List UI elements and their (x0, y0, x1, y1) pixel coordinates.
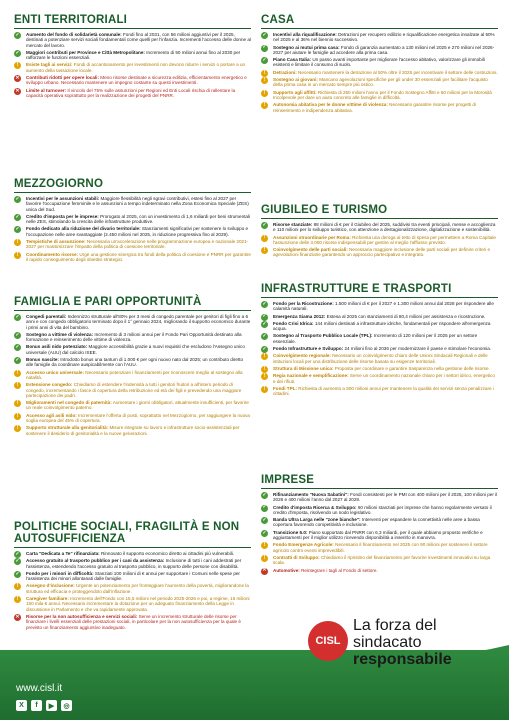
item-text: Il vincolo del 75% sulle assunzioni per Regioni ed Enti Locali rischia di rallentare la capacità operativa soprattutto per la realizzazione dei progetti del PNRR. (26, 87, 236, 98)
item-title: Fondo Emergenze Agricole: (273, 542, 334, 548)
item-title: Fondo Infrastrutture e Sviluppo: (273, 346, 344, 352)
check-icon: ✓ (262, 504, 267, 511)
list-item (14, 50, 251, 61)
exclamation-icon: ! (261, 366, 268, 373)
item-text: Chiediamo di estendere l'indennità a tutti i genitori fruitori a all'intero periodo di congedo, incrementando i fasce di copertura della retribuzione ed età dei figli e prevedendo una maggiore partecipazione dei padri. (26, 382, 242, 398)
list-item (261, 32, 498, 43)
item-list (14, 551, 251, 630)
list-item (261, 542, 498, 553)
exclamation-icon: ! (14, 62, 21, 69)
exclamation-icon: ! (261, 247, 268, 254)
cross-icon: ✕ (15, 613, 20, 620)
check-icon: ✓ (15, 31, 20, 38)
section-imprese (261, 474, 498, 575)
website-link[interactable]: www.cisl.it (16, 683, 63, 694)
list-item (14, 239, 251, 250)
list-item (14, 332, 251, 343)
item-title: Automotive: (273, 567, 300, 573)
item-list (14, 314, 251, 436)
item-title: Sostegno al Trasporto Pubblico Locale (TPL): (273, 333, 373, 339)
item-title: Coinvolgimento delle parti sociali: (273, 247, 348, 253)
item-text: 88 milioni di € per il Giubileo del 2025, suddivisi tra eventi principali, mense e accoglienza e 110 milioni per lo sviluppo turistico, con attenzione a destagionalizzazione, digitalizzazione e sostenibilità. (273, 222, 496, 233)
item-text: Incremento di 50 milioni annui fino al 2030 per rafforzare le funzioni essenziali. (26, 49, 241, 61)
item-text: Detrazioni per recupero edilizio e riqualificazione energetica innalzate al 50% nel 2025 e al 36% nel biennio successivo. (273, 32, 495, 43)
list-item (261, 373, 498, 384)
youtube-icon[interactable]: ▶ (46, 700, 57, 711)
item-text: Misure integrate su lavoro e infrastrutture socio-assistenziali per sostenere il desiderio di genitorialità e la nuove generazioni. (26, 425, 240, 436)
item-text: Fondi di accantonamento per investimenti non devono ridurre i servizi o portare a un aumento della tassazione locale. (26, 62, 246, 73)
exclamation-icon: ! (14, 596, 21, 603)
exclamation-icon: ! (261, 353, 268, 360)
list-item (14, 571, 251, 582)
item-title: Banda Ultra Larga nelle "zone bianche": (273, 517, 361, 523)
item-text: Piano supportato dal PNRR con 6,3 miliardi, per il quale abbiamo proposto verifiche e aggiustamenti per il miglior utilizzo ricevendo disponibilità a inserirlo in manovra. (273, 529, 483, 541)
item-title: Limite al turnover: (26, 87, 67, 93)
list-item (261, 102, 498, 113)
check-icon: ✓ (262, 320, 267, 327)
list-item (261, 366, 498, 371)
item-text: Urge una gestione sinergica tra fondi della politica di coesione e PNRR per garantire il rapido conseguimento degli obiettivi strategici. (26, 251, 251, 262)
exclamation-icon: ! (261, 373, 268, 380)
section-giubileo (261, 204, 498, 260)
item-title: Sostegno a vittime di violenza: (26, 331, 94, 337)
instagram-icon[interactable]: ◎ (61, 700, 72, 711)
item-title: Caregiver familiare: (26, 596, 69, 602)
exclamation-icon: ! (261, 386, 268, 393)
exclamation-icon: ! (261, 235, 268, 242)
item-title: Emergenza Siama 2012: (273, 313, 326, 319)
item-text: 24 milioni fino al 2036 per modernizzare il paese e stimolare l'economia. (343, 346, 492, 352)
item-title: Contributi ridotti per opere locali: (26, 75, 99, 81)
item-text: Fondo di garanzia aumentato a 130 milioni nel 2025 e 270 milioni nel 2026-2027 per aiutare le famiglie ad accedere alla prima casa. (273, 44, 495, 55)
exclamation-icon: ! (14, 370, 21, 377)
section-famiglia (14, 296, 251, 438)
item-title: Fondo Crisi Idrica: (273, 320, 314, 326)
item-list (14, 32, 251, 98)
exclamation-icon: ! (14, 413, 21, 420)
list-item (261, 90, 498, 101)
item-text: Necessario il finanziamento nel 2025 con 90 milioni per sostenere il settore agricolo contro eventi imprevedibili. (273, 542, 488, 553)
list-item (261, 568, 498, 573)
exclamation-icon: ! (14, 239, 21, 246)
list-item (14, 400, 251, 411)
cross-icon: ✕ (15, 74, 20, 81)
section-politiche-sociali (14, 521, 251, 632)
list-item (14, 558, 251, 569)
item-text: Incremento di 3 milioni annui per il Fondo Pari Opportunità destinato alla formazione e reinserimento delle vittime di violenza. (26, 331, 242, 343)
facebook-icon[interactable]: f (31, 700, 42, 711)
check-icon: ✓ (262, 517, 267, 524)
item-title: Fondo per i minori in difficoltà: (26, 570, 94, 576)
cisl-logo: CISL (308, 621, 348, 661)
check-icon: ✓ (15, 558, 20, 565)
exclamation-icon: ! (261, 102, 268, 109)
item-list (261, 32, 498, 113)
item-title: Accesso agli asili nido: (26, 412, 77, 418)
check-icon: ✓ (15, 195, 20, 202)
item-text: Introdotto bonus una tantum di 1.000 € per ogni nuovo nato dal 2025; un contributo diretto alle famiglie da coordinare auspicabilmente con l'AUU. (26, 357, 244, 368)
list-item (261, 492, 498, 503)
section-title: INFRASTRUTTURE E TRASPORTI (261, 283, 498, 298)
check-icon: ✓ (262, 345, 267, 352)
check-icon: ✓ (15, 331, 20, 338)
item-title: Coordinamento risorse: (26, 251, 79, 257)
item-title: Bonus nascite: (26, 357, 59, 363)
list-item (261, 57, 498, 68)
item-text: Incremento di 120 milioni per il 2025 per un settore essenziale. (273, 333, 478, 344)
list-item (14, 214, 251, 225)
check-icon: ✓ (262, 44, 267, 51)
section-title: CASA (261, 14, 498, 29)
item-text: Richiesta una deroga al tetto di spesa per permettere a Roma Capitale l'assunzione delle 3.000 risorse indispensabili per gestire al meglio l'afflusso previsto. (273, 234, 496, 245)
item-title: Transizione 5.0: (273, 529, 308, 535)
check-icon: ✓ (262, 31, 267, 38)
item-list (261, 222, 498, 258)
item-text: 1.500 milioni di € per il 2027 e 1.300 milioni annui dal 2028 per rispondere alle calamità naturali. (273, 301, 494, 312)
list-item (14, 583, 251, 594)
item-title: Struttura di Missione unica: (273, 365, 334, 371)
list-item (261, 353, 498, 364)
item-text: Stanziamenti significativi per sostenere lo sviluppo e l'occupazione nelle aree svantaggiate (2.450 milioni nel 2025, in riduzione progressiva fino al 2029). (26, 226, 249, 237)
item-text: Incremento dell'Fondo con 15,5 milioni nel periodo 2025-2026 e poi, a regime, 16 milioni 150 mila € annui. Necessario incrementare la dotazione per un adeguato finanziamento della Legge in discussione in Parlamento e che va rapidamente approvata. (26, 596, 250, 612)
list-item (261, 321, 498, 332)
check-icon: ✓ (262, 57, 267, 64)
item-text: Indennizzo strutturale all'80% per 3 mesi di congedo parentale per genitori di figli fino a 6 anni e con congedo obbligatorio terminato dopo il 1° gennaio 2024, migliorando il supporto economico durante i primi anni di vita del bambino. (26, 314, 251, 330)
item-text: Necessaria maggiore inclusione delle parti sociali per definire criteri e agevolazioni finanziarie garantendo un approccio partecipativo e integrato. (273, 247, 491, 258)
list-item (14, 75, 251, 86)
list-item (261, 386, 498, 397)
list-item (261, 235, 498, 246)
list-item (261, 77, 498, 88)
section-title: POLITICHE SOCIALI, FRAGILITÀ E NON AUTOSUFFICIENZA (14, 521, 251, 548)
list-item (14, 344, 251, 355)
list-item (261, 517, 498, 528)
list-item (261, 222, 498, 233)
check-icon: ✓ (15, 49, 20, 56)
exclamation-icon: ! (14, 252, 21, 259)
item-title: Fondi TPL: (273, 385, 297, 391)
exclamation-icon: ! (261, 70, 268, 77)
exclamation-icon: ! (14, 382, 21, 389)
check-icon: ✓ (15, 313, 20, 320)
item-text: Fondi fino al 2031, con 56 milioni aggiuntivi per il 2025, destinati a potenziare servizi sociali fondamentali come quelli per l'infanzia. Incrementi l'accesso delle donne al mercato del lavoro. (26, 32, 251, 48)
section-infrastrutture (261, 283, 498, 398)
item-title: Credito d'imposta Ricerca & Sviluppo: (273, 504, 357, 510)
item-title: Carta "Dedicata a Te" rifinanziata: (26, 551, 100, 556)
item-list (261, 301, 498, 396)
check-icon: ✓ (262, 300, 267, 307)
list-item (261, 45, 498, 56)
item-text: Necessaria un'accelerazione nelle programmazione europea e nazionale 2021-2027 per massimizzare l'impatto della politica di coesione territoriale. (26, 239, 249, 250)
list-item (14, 226, 251, 237)
section-enti-territoriali (14, 14, 251, 100)
item-title: Credito d'imposta per le imprese: (26, 213, 99, 219)
exclamation-icon: ! (14, 400, 21, 407)
item-text: Maggiore accessibilità grazie a nuovi requisiti che escludono l'Assegno unico universale (AUU) dal calcolo ISEE. (26, 344, 245, 355)
exclamation-icon: ! (261, 77, 268, 84)
item-title: Sostegno ai mutui prima casa: (273, 44, 340, 50)
cross-icon: ✕ (15, 87, 20, 94)
section-title: IMPRESE (261, 474, 498, 489)
item-title: Risorse stanziate: (273, 222, 313, 227)
item-title: Sostegno ai giovani: (273, 77, 318, 83)
list-item (14, 32, 251, 48)
item-text: Necessario un coinvolgimento chiaro delle Unioni Sindacali Regionali e delle istituzioni locali per una distribuzione delle risorse basata su esigenze territoriali. (273, 353, 488, 364)
item-text: Urgente un potenziamento per fronteggiare l'aumento della povertà, migliorandone la struttura ed efficacia e proteggendolo dall'inflazione. (26, 583, 249, 594)
item-title: Miglioramenti nel congedo di paternità: (26, 400, 112, 406)
item-text: Maggiore flessibilità negli sgravi contributivi, estesi fino al 2027 per favorire l'occupazione femminile e le assunzioni a tempo indeterminato nella Zona Economica Speciale (ZES) unica del Sud. (26, 196, 249, 212)
item-title: Piano Casa Italia: (273, 57, 312, 63)
exclamation-icon: ! (14, 425, 21, 432)
item-title: Estensione congedo: (26, 382, 73, 388)
item-title: Supporto strutturale alla genitorialità: (26, 425, 109, 431)
list-item (261, 555, 498, 566)
exclamation-icon: ! (261, 555, 268, 562)
slogan (353, 617, 503, 668)
list-item (14, 88, 251, 99)
exclamation-icon: ! (261, 542, 268, 549)
section-title: ENTI TERRITORIALI (14, 14, 251, 29)
list-item (261, 301, 498, 312)
check-icon: ✓ (262, 529, 267, 536)
check-icon: ✓ (262, 313, 267, 320)
item-title: Assunzioni straordinarie per Roma: (273, 234, 351, 240)
list-item (14, 425, 251, 436)
item-title: Risorse per la non autosufficienza e servizi sociali: (26, 613, 138, 619)
cross-icon: ✕ (262, 567, 267, 574)
item-title: Coinvolgimento regionale: (273, 353, 331, 359)
item-text: Richiesta di 250 milioni l'anno per il Fondo Sostegno Affitti e 50 milioni per la Morosità Incolpevole per dare un aiuto concreto alle famiglie in difficoltà. (273, 89, 492, 100)
item-text: Chiediamo il ripristino del finanziamento per favorire investimenti innovativi su larga scala. (273, 554, 491, 566)
item-title: Fondo dedicato alla riduzione del divario territoriale: (26, 226, 141, 232)
item-title: Congedi parentali: (26, 314, 67, 319)
section-title: FAMIGLIA E PARI OPPORTUNITÀ (14, 296, 251, 311)
section-mezzogiorno (14, 178, 251, 264)
x-icon[interactable]: X (16, 700, 27, 711)
check-icon: ✓ (262, 491, 267, 498)
item-text: Incrementare l'offerta di posti, soprattutto nel Mezzogiorno, per raggiungere la nuova soglia europea del 45% di copertura. (26, 412, 250, 424)
item-title: Autonomia abitativa per le donne vittime di violenza: (273, 102, 388, 108)
list-item (261, 70, 498, 75)
list-item (14, 62, 251, 73)
item-text: Serve un incremento strutturale delle risorse per finanziare i livelli essenziali delle prestazioni sociali, in particolare per la non autosufficienza per la quale è previsto un finanziamento aggiuntivo inadeguato. (26, 613, 241, 630)
check-icon: ✓ (15, 344, 20, 351)
item-title: Incentivi alla riqualificazione: (273, 32, 337, 37)
item-text: Necessario mantenere la detrazione al 50% oltre il 2025 per incentivare il settore delle costruzioni. (296, 69, 498, 75)
item-title: Contratti di Sviluppo: (273, 554, 320, 560)
item-title: Accesso gratuito al trasporto pubblico per i cani da assistenza: (26, 558, 165, 564)
check-icon: ✓ (262, 221, 267, 228)
item-title: Tempistiche di assunzione: (26, 239, 86, 245)
item-text: Mancano agevolazioni specifiche per gli under 30 essenziali per facilitare l'acquisto della prima casa in un mercato sempre più ostico. (273, 77, 488, 88)
check-icon: ✓ (15, 213, 20, 220)
item-text: Prorogato al 2025, con un investimento di 1,6 miliardi per beni strumentali nelle ZES, stimolando la crescita delle infrastrutture produttive. (26, 213, 250, 225)
check-icon: ✓ (15, 356, 20, 363)
check-icon: ✓ (15, 570, 20, 577)
check-icon: ✓ (15, 226, 20, 233)
list-item (14, 357, 251, 368)
item-title: Bonus asili nido potenziato: (26, 344, 88, 350)
item-text: Un passo avanti importante per migliorare l'accesso abitativo, valorizzare gli immobili esistenti e limitare il consumo di suolo. (273, 57, 485, 68)
item-list (14, 196, 251, 262)
list-item (14, 252, 251, 263)
social-icons (16, 700, 72, 711)
item-title: Assegno d'inclusione: (26, 583, 75, 589)
item-text: Inclusione di tutti i cani addestrati per l'assistenza, estendendo l'accesso gratuito al trasporto pubblico, in supporto delle persone con disabilità. (26, 558, 242, 569)
list-item (261, 530, 498, 541)
item-text: 60 milioni stanziati per imprese che hanno regolarmente versato il credito d'imposta, risolvendo un nodo legislativo. (273, 504, 492, 515)
item-title: Supporto agli affitti: (273, 89, 317, 95)
section-casa (261, 14, 498, 115)
check-icon: ✓ (15, 550, 20, 557)
item-title: Fondo per la Ricostruzione: (273, 301, 334, 306)
item-title: Esiste tagli ai servizi: (26, 62, 73, 68)
list-item (261, 505, 498, 516)
item-text: Reintegrare i tagli al Fondo di settore. (299, 567, 378, 573)
list-item (14, 413, 251, 424)
item-title: Rifinanziamento "Nuova Sabatini": (273, 492, 349, 497)
list-item (261, 247, 498, 258)
item-title: Detrazioni: (273, 69, 297, 75)
item-text: 144 milioni destinati a infrastrutture idriche, fondamentali per rispondere all'emergenza acqua. (273, 320, 491, 332)
list-item (261, 346, 498, 351)
item-text: Meno risorse destinate a sicurezza edilizia, efficientamento energetico e sviluppo urbano. Necessario mantenere un impegno costante su questi investimenti. (26, 75, 247, 86)
item-text: Interventi per espandere la connettività nelle aree a bassa copertura favorendo competitività e inclusione. (273, 517, 480, 528)
item-list (261, 492, 498, 573)
list-item (14, 382, 251, 398)
item-title: Incentivi per le assunzioni stabili: (26, 196, 100, 201)
item-text: Necessario garantire risorse per progetti di reinserimento e indipendenza abitativa. (273, 102, 476, 113)
section-title: MEZZOGIORNO (14, 178, 251, 193)
item-text: Rinnovato il supporto economico diretto ai cittadini più vulnerabili. (99, 551, 235, 556)
item-title: Regia nazionale e semplificazione: (273, 373, 349, 379)
list-item (14, 196, 251, 212)
item-title: Accesso unico universale: (26, 369, 84, 375)
list-item (14, 551, 251, 556)
item-text: Fondi consistenti per le PMI con 400 milioni per il 2025, 100 milioni per il 2026 e 400 milioni l'anno dal 2027 al 2029. (273, 492, 498, 503)
item-text: Necessario potenziare i finanziamenti per riconoscere meglio al sostegno alla natalità. (26, 369, 243, 380)
item-text: Richiesta di aumento a 800 milioni annui per mantenere la qualità dei servizi senza penalizzare i cittadini. (273, 385, 494, 397)
slogan-line-2: responsabile (353, 651, 452, 668)
list-item (14, 370, 251, 381)
list-item (261, 333, 498, 344)
section-title: GIUBILEO E TURISMO (261, 204, 498, 219)
exclamation-icon: ! (261, 90, 268, 97)
check-icon: ✓ (262, 333, 267, 340)
exclamation-icon: ! (14, 583, 21, 590)
item-title: Aumento del fondo di solidarietà comunale: (26, 32, 122, 37)
item-text: Serve un coordinamento nazionale chiaro per i settori idrico, energetico e dei rifiuti. (273, 373, 495, 384)
list-item (14, 596, 251, 612)
list-item (14, 314, 251, 330)
item-title: Maggiori contributi per Province e Città Metropolitane: (26, 49, 145, 55)
item-text: Estesa al 2025 con stanziamenti di 80,4 milioni per assistenza e ricostruzione. (325, 313, 486, 319)
list-item (261, 314, 498, 319)
slogan-line-1: La forza del sindacato (353, 617, 437, 651)
item-text: Proposta per coordinare e garantire trasparenza nella gestione delle risorse. (333, 365, 490, 371)
item-text: Aumentare i giorni obbligatori, attualmente insufficienti, per favorire un reale coinvolgimento paterno. (26, 400, 249, 411)
item-text: Stanziati 100 milioni di € annui per supportare i Comuni nelle spese per l'assistenza dei minori allontanati dalle famiglie. (26, 570, 240, 582)
